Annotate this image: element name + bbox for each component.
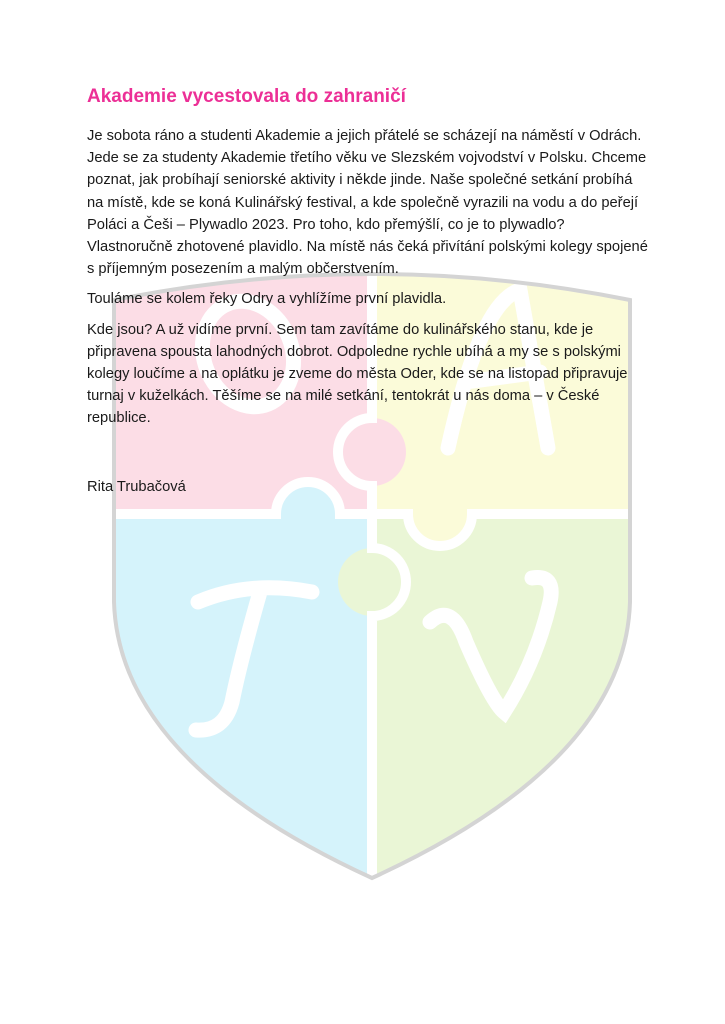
author-signature: Rita Trubačová — [87, 478, 186, 495]
paragraph-2: Touláme se kolem řeky Odry a vyhlížíme první plavidla. — [87, 291, 447, 308]
paragraph-3: Kde jsou? A už vidíme první. Sem tam zavítáme do kulinářského stanu, kde je připravena spousta lahodných dobrot. Odpoledne rychle ubíhá a my se s polskými kolegy loučíme a na oplátku je zveme do města Oder, kde se na listopad připravuje turnaj v kuželkách. Těšíme se na milé setkání, tentokrát u nás doma – v České republice. — [87, 321, 628, 427]
document-body — [87, 84, 649, 506]
article-title: Akademie vycestovala do zahraničí — [87, 86, 406, 107]
paragraph-1: Je sobota ráno a studenti Akademie a jejich přátelé se scházejí na náměstí v Odrách. Jede se za studenty Akademie třetího věku ve Slezském vojvodství v Polsku. Chceme poznat, jak probíhají seniorské aktivity i někde jinde. Naše společné setkání probíhá na místě, kde se koná Kulinářský festival, a kde společně vyrazili na vodu a do peřejí Poláci a Češi – Plywadlo 2023. Pro toho, kdo přemýšlí, co je to plywadlo? Vlastnoručně zhotovené plavidlo. Na místě nás čeká přivítání polskými kolegy spojené s příjemným posezením a malým občerstvením. — [87, 128, 648, 278]
